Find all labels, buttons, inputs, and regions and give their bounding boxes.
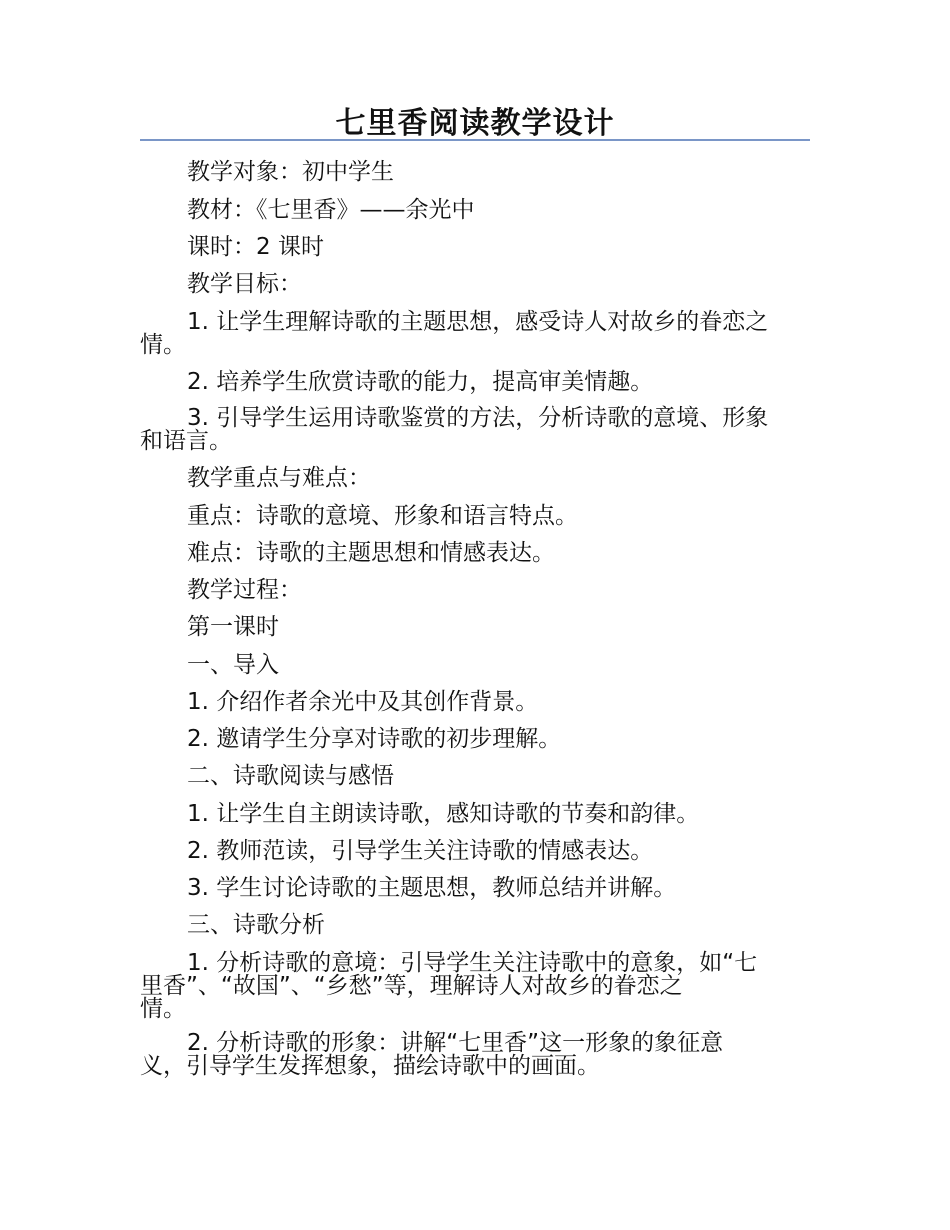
paragraph-process-heading xyxy=(140,578,810,603)
paragraph-text-continued: 情。 xyxy=(140,996,186,1022)
paragraph-objective-3 xyxy=(140,407,810,453)
document-title: 七里香阅读教学设计 xyxy=(335,106,615,141)
paragraph-text: 教学重点与难点： xyxy=(187,465,371,491)
paragraph-objective-2 xyxy=(140,370,810,395)
paragraph-text: 2. 邀请学生分享对诗歌的初步理解。 xyxy=(187,726,562,752)
paragraph-text: 二、诗歌阅读与感悟 xyxy=(187,763,394,789)
paragraph-text: 课时：2 课时 xyxy=(187,234,324,260)
paragraph-text: 1. 分析诗歌的意境：引导学生关注诗歌中的意象，如“七 xyxy=(187,950,758,976)
paragraph-text: 2. 分析诗歌的形象：讲解“七里香”这一形象的象征意 xyxy=(187,1030,724,1056)
paragraph-text: 难点：诗歌的主题思想和情感表达。 xyxy=(187,540,555,566)
paragraph-text-continued: 情。 xyxy=(140,332,186,358)
paragraph-reading-item-3 xyxy=(140,876,810,901)
paragraph-text: 1. 让学生自主朗读诗歌，感知诗歌的节奏和韵律。 xyxy=(187,801,700,827)
paragraph-text: 2. 培养学生欣赏诗歌的能力，提高审美情趣。 xyxy=(187,369,654,395)
paragraph-difficulty xyxy=(140,541,810,566)
paragraph-objectives-heading xyxy=(140,272,810,297)
paragraph-text: 教学目标： xyxy=(187,271,302,297)
paragraph-text: 1. 让学生理解诗歌的主题思想，感受诗人对故乡的眷恋之 xyxy=(187,309,769,335)
paragraph-text: 教学对象：初中学生 xyxy=(187,159,394,185)
paragraph-analysis-item-2 xyxy=(140,1032,810,1078)
paragraph-textbook xyxy=(140,198,810,223)
paragraph-text: 重点：诗歌的意境、形象和语言特点。 xyxy=(187,503,578,529)
paragraph-intro-item-1 xyxy=(140,690,810,715)
paragraph-text: 1. 介绍作者余光中及其创作背景。 xyxy=(187,689,539,715)
paragraph-section-intro xyxy=(140,653,810,678)
paragraph-text-continued: 和语言。 xyxy=(140,428,232,454)
paragraph-text: 教学过程： xyxy=(187,577,302,603)
paragraph-class-hours xyxy=(140,235,810,260)
paragraph-reading-item-2 xyxy=(140,839,810,864)
paragraph-text: 三、诗歌分析 xyxy=(187,912,325,938)
paragraph-analysis-item-1 xyxy=(140,952,810,1021)
paragraph-text-continued: 义，引导学生发挥想象，描绘诗歌中的画面。 xyxy=(140,1053,600,1079)
paragraph-intro-item-2 xyxy=(140,727,810,752)
paragraph-text-continued: 里香”、“故国”、“乡愁”等，理解诗人对故乡的眷恋之 xyxy=(140,973,683,999)
paragraph-text: 3. 学生讨论诗歌的主题思想，教师总结并讲解。 xyxy=(187,875,677,901)
paragraph-key-points-heading xyxy=(140,466,810,491)
paragraph-reading-item-1 xyxy=(140,802,810,827)
paragraph-text: 一、导入 xyxy=(187,652,279,678)
paragraph-section-reading xyxy=(140,764,810,789)
paragraph-section-analysis xyxy=(140,913,810,938)
paragraph-key-point xyxy=(140,504,810,529)
paragraph-text: 第一课时 xyxy=(187,614,279,640)
paragraph-text: 教材：《七里香》——余光中 xyxy=(187,197,475,223)
title-underline xyxy=(140,139,810,141)
paragraph-text: 3. 引导学生运用诗歌鉴赏的方法，分析诗歌的意境、形象 xyxy=(187,405,769,431)
paragraph-lesson-one xyxy=(140,615,810,640)
paragraph-target-audience xyxy=(140,160,810,185)
paragraph-text: 2. 教师范读，引导学生关注诗歌的情感表达。 xyxy=(187,838,654,864)
paragraph-objective-1 xyxy=(140,311,810,357)
